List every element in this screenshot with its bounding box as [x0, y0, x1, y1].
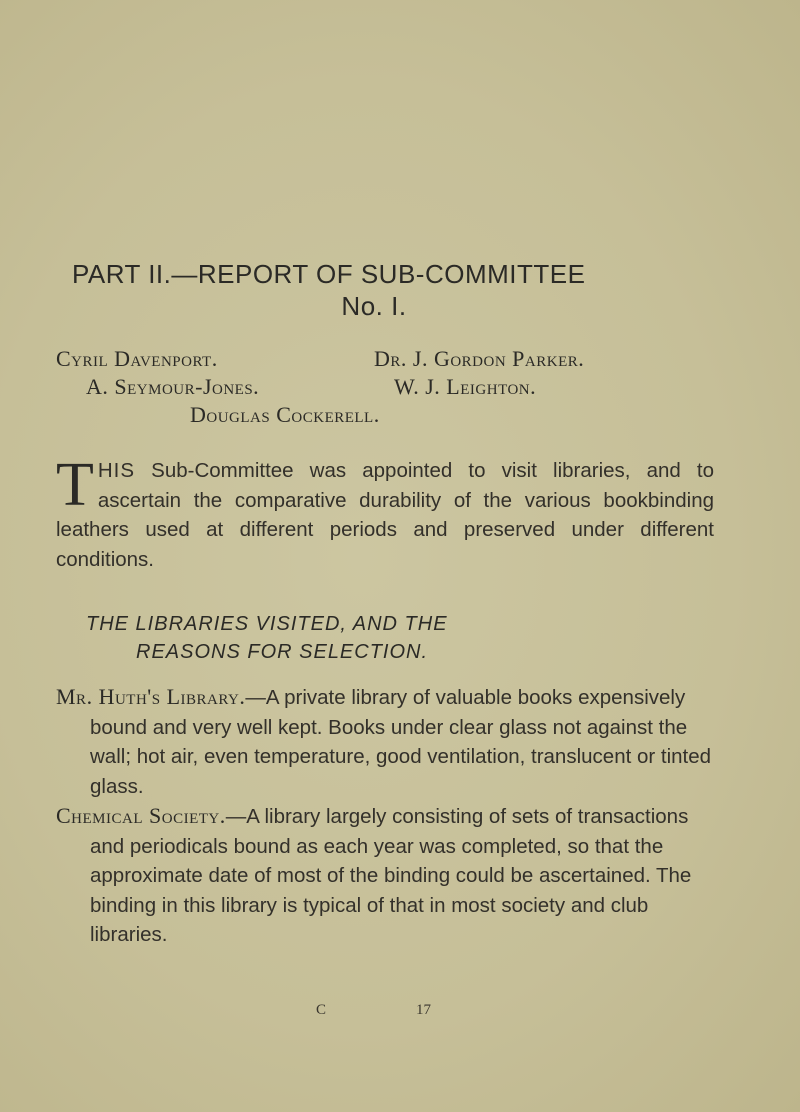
section-heading	[56, 610, 696, 666]
intro-paragraph	[56, 451, 714, 574]
members-row	[56, 345, 716, 373]
member-name: Dr. J. Gordon Parker.	[374, 346, 585, 371]
library-description: —A library largely consisting of sets of transactions and periodicals bound as each year was completed, so that the approximate date of most of the binding could be ascertained. The binding in this library is typical of that in most society and club libraries.	[90, 805, 692, 946]
report-heading	[60, 258, 700, 322]
library-description: —A private library of valuable books expensively bound and very well kept. Books under clear glass not against the wall; hot air, even temperature, good ventilation, translucent or tinted glass.	[90, 686, 712, 798]
intro-text: Sub-Committee was appointed to visit libraries, and to ascertain the comparative durability of the various bookbinding leathers used at different periods and preserved under different conditions.	[56, 459, 714, 571]
library-entry	[56, 682, 716, 801]
member-name: Douglas Cockerell.	[190, 402, 380, 427]
heading-number: No. I.	[341, 291, 407, 321]
intro-caps: HIS	[97, 459, 136, 482]
page-number: 17	[416, 1002, 431, 1018]
members-row	[56, 401, 716, 429]
library-name: Chemical Society.	[56, 803, 226, 828]
library-entries	[56, 682, 716, 950]
library-name: Mr. Huth's Library.	[56, 684, 246, 709]
heading-title: PART II.—REPORT OF SUB-COMMITTEE	[72, 259, 586, 289]
section-heading-line: REASONS FOR SELECTION.	[136, 641, 429, 663]
member-name: Cyril Davenport.	[56, 346, 218, 371]
member-name: A. Seymour-Jones.	[86, 374, 260, 399]
drop-cap: T	[56, 451, 94, 519]
members-row	[56, 373, 716, 401]
library-entry	[56, 801, 716, 950]
committee-members	[56, 345, 716, 429]
signature-mark: C	[316, 1002, 327, 1018]
member-name: W. J. Leighton.	[394, 374, 537, 399]
section-heading-line: THE LIBRARIES VISITED, AND THE	[86, 613, 448, 635]
